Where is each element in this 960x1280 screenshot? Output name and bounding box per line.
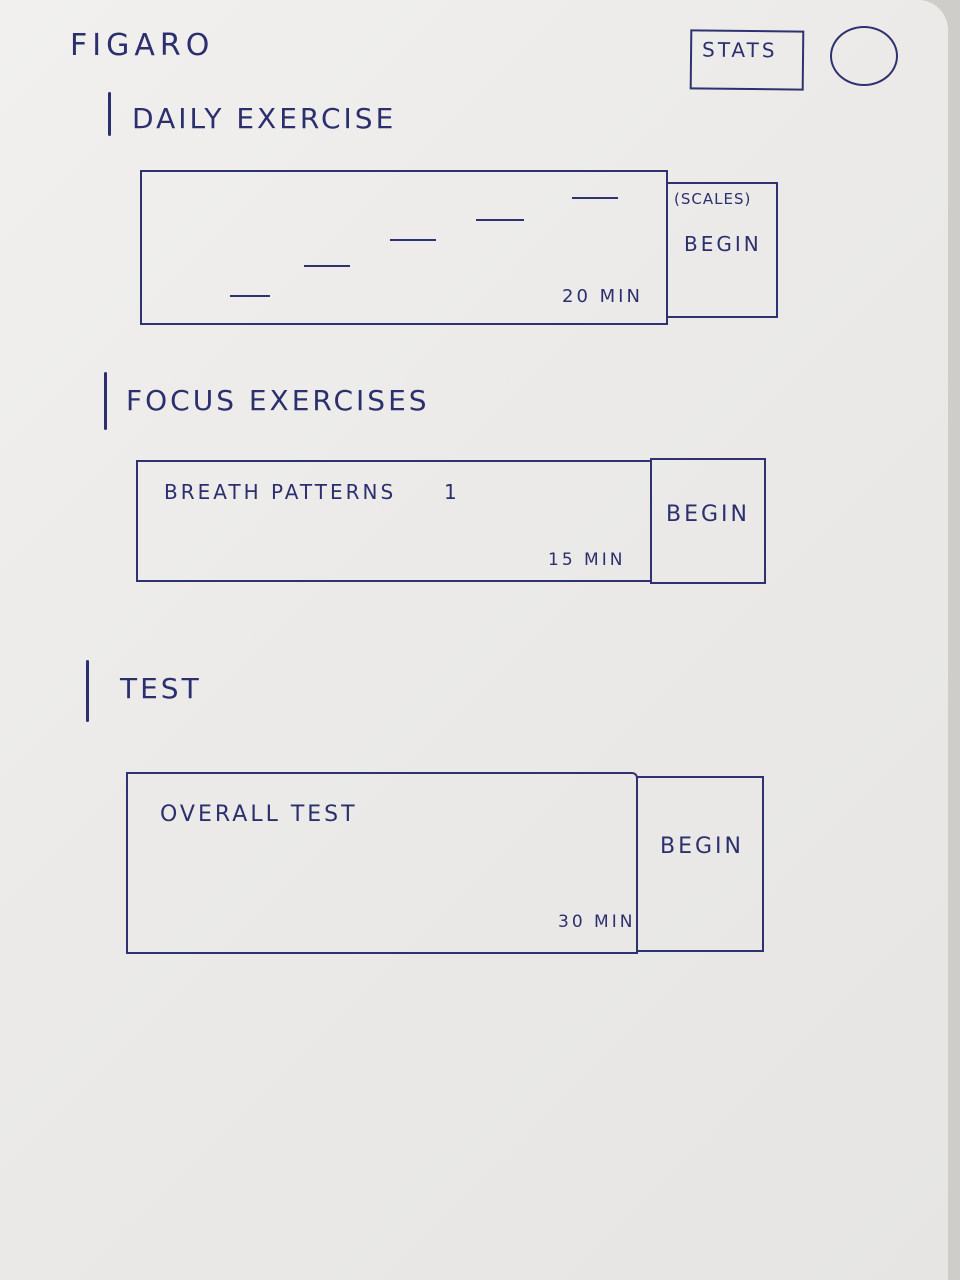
daily-exercise-card[interactable] [140, 170, 668, 325]
breath-patterns-card[interactable] [136, 460, 652, 582]
section-marker [104, 372, 107, 430]
section-marker [108, 92, 111, 136]
overall-test-begin-button[interactable] [636, 776, 764, 952]
user-avatar-icon[interactable] [830, 26, 898, 86]
section-heading-test: TEST [120, 672, 202, 705]
overall-test-begin-label: BEGIN [660, 834, 744, 859]
app-title: FIGARO [70, 28, 215, 63]
daily-exercise-begin-button[interactable] [666, 182, 778, 318]
stats-button[interactable] [690, 29, 805, 90]
daily-exercise-duration: 20 MIN [562, 286, 643, 307]
section-marker [86, 660, 89, 722]
daily-exercise-begin-label: BEGIN [684, 232, 762, 256]
breath-patterns-number: 1 [444, 480, 460, 504]
breath-patterns-begin-label: BEGIN [666, 502, 750, 527]
section-heading-focus-exercises: FOCUS EXERCISES [126, 384, 430, 417]
section-heading-daily-exercise: DAILY EXERCISE [132, 102, 397, 135]
overall-test-duration: 30 MIN [558, 912, 636, 932]
daily-exercise-subtitle: (SCALES) [674, 190, 752, 208]
breath-patterns-duration: 15 MIN [548, 550, 626, 570]
overall-test-card[interactable] [126, 772, 638, 954]
overall-test-title: OVERALL TEST [160, 802, 358, 827]
breath-patterns-title: BREATH PATTERNS [164, 480, 397, 504]
breath-patterns-begin-button[interactable] [650, 458, 766, 584]
stats-button-label: STATS [701, 37, 778, 63]
